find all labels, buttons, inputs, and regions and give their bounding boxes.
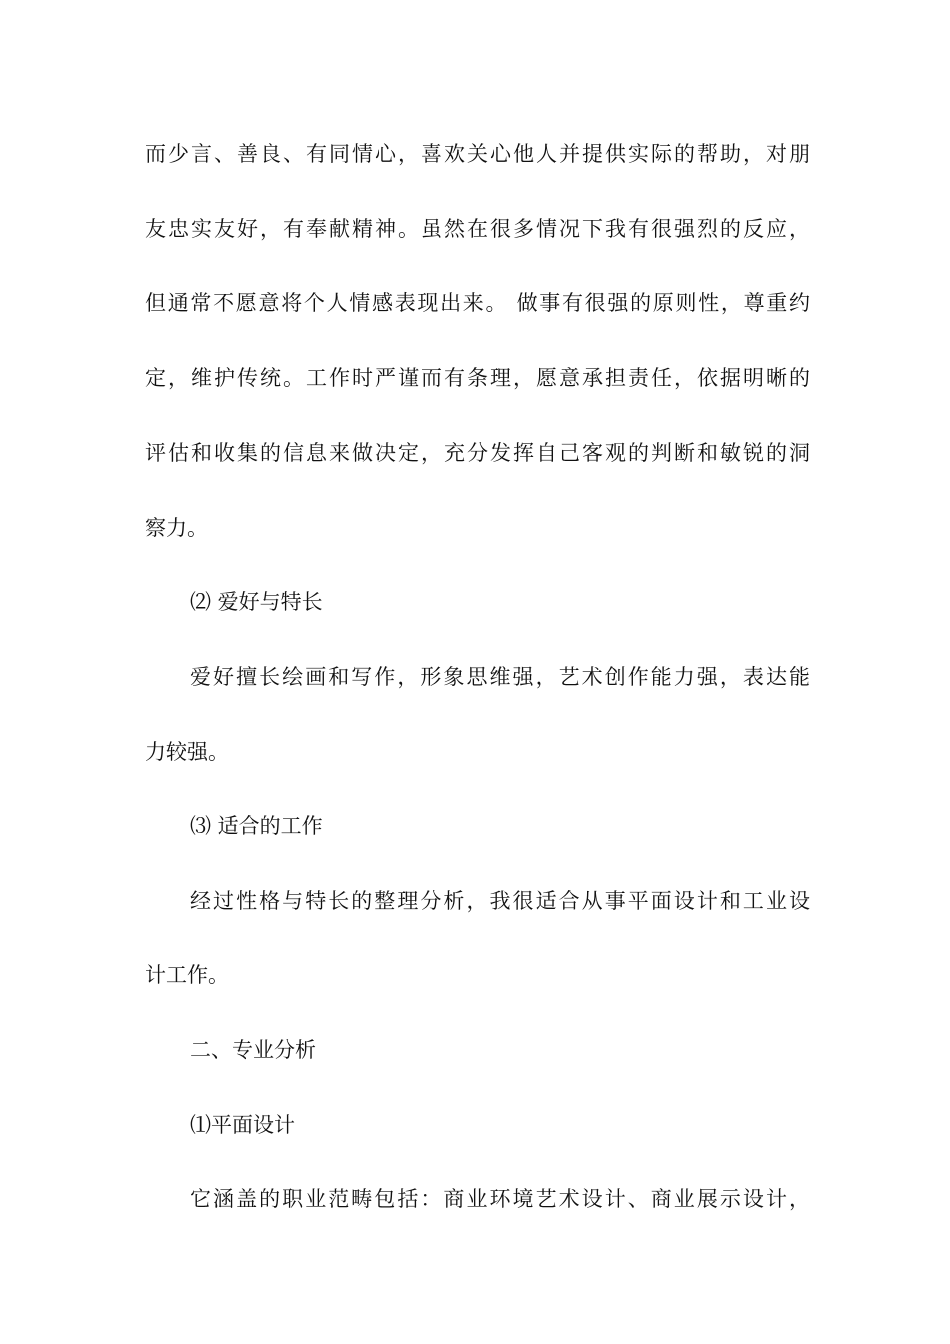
paragraph-line-5: 评估和收集的信息来做决定，充分发挥自己客观的判断和敏锐的洞 [145,441,810,465]
paragraph-line-4: 定，维护传统。工作时严谨而有条理，愿意承担责任，依据明晰的 [145,366,810,390]
paragraph-line-6: 察力。 [145,516,208,540]
section-heading-suitable-work: ⑶ 适合的工作 [190,814,323,838]
paragraph-line-8: 力较强。 [145,740,229,764]
subsection-heading-graphic-design: ⑴平面设计 [190,1113,295,1137]
section-heading-hobbies: ⑵ 爱好与特长 [190,590,323,614]
paragraph-line-1: 而少言、善良、有同情心，喜欢关心他人并提供实际的帮助，对朋 [145,142,810,166]
paragraph-line-7: 爱好擅长绘画和写作，形象思维强，艺术创作能力强，表达能 [190,665,810,689]
paragraph-line-9: 经过性格与特长的整理分析，我很适合从事平面设计和工业设 [190,889,810,913]
paragraph-line-10: 计工作。 [145,963,229,987]
paragraph-line-3: 但通常不愿意将个人情感表现出来。 做事有很强的原则性，尊重约 [145,291,810,315]
paragraph-line-2: 友忠实友好，有奉献精神。虽然在很多情况下我有很强烈的反应， [145,217,810,241]
section-heading-major-analysis: 二、专业分析 [190,1038,316,1062]
paragraph-line-11: 它涵盖的职业范畴包括：商业环境艺术设计、商业展示设计， [190,1187,810,1211]
